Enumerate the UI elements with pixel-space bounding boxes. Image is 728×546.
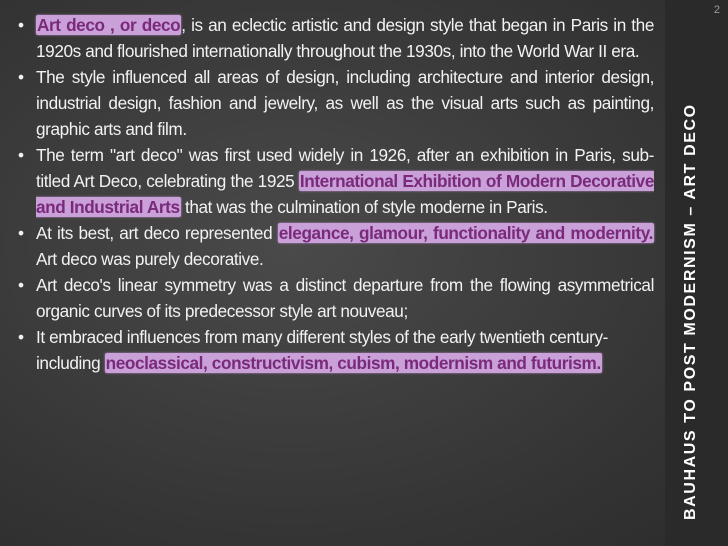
bullet-dot-icon: •: [18, 223, 24, 243]
bullet-item: [14, 220, 654, 272]
highlighted-text: neoclassical, constructivism, cubism, modernism and futurism.: [105, 353, 601, 373]
bullet-text: Art deco's linear symmetry was a distinct departure from the flowing asymmetrical organic curves of its predecessor style art nouveau;: [36, 275, 654, 321]
slide-number: 2: [713, 4, 720, 16]
bullet-text: including: [36, 353, 105, 373]
slide-content: [14, 12, 654, 376]
highlighted-text: elegance, glamour, functionality and modernity.: [278, 223, 653, 243]
bullet-text: that was the culmination of style moderne in Paris.: [180, 197, 548, 217]
highlighted-text: International Exhibition of Modern Decorative and Industrial Arts: [36, 171, 654, 217]
bullet-dot-icon: •: [18, 145, 24, 165]
bullet-text: The style influenced all areas of design, including architecture and interior design, industrial design, fashion and jewelry, as well as the visual arts such as painting, graphic arts and film.: [36, 67, 654, 139]
bullet-dot-icon: •: [18, 327, 24, 347]
bullet-text: It embraced influences from many different styles of the early twentieth century-: [36, 327, 608, 347]
bullet-item: [14, 324, 654, 376]
bullet-item: [14, 12, 654, 64]
bullet-item: [14, 64, 654, 142]
bullet-text: At its best, art deco represented: [36, 223, 278, 243]
highlighted-text: Art deco , or deco: [37, 15, 181, 35]
slide-side-title: BAUHAUS TO POST MODERNISM – ART DECO: [682, 103, 699, 520]
bullet-text: Art deco was purely decorative.: [36, 249, 264, 269]
bullet-text: , is an eclectic artistic and design style that began in Paris in the 1920s and flourished internationally throughout the 1930s, into the World War II era.: [36, 15, 654, 61]
bullet-dot-icon: •: [18, 275, 24, 295]
bullet-dot-icon: •: [18, 15, 24, 35]
bullet-list: [14, 12, 654, 376]
bullet-item: [14, 142, 654, 220]
bullet-text: The term "art deco" was first used widely in 1926, after an exhibition in Paris, sub-titled Art Deco, celebrating the 1925: [36, 145, 654, 191]
bullet-dot-icon: •: [18, 67, 24, 87]
bullet-item: [14, 272, 654, 324]
